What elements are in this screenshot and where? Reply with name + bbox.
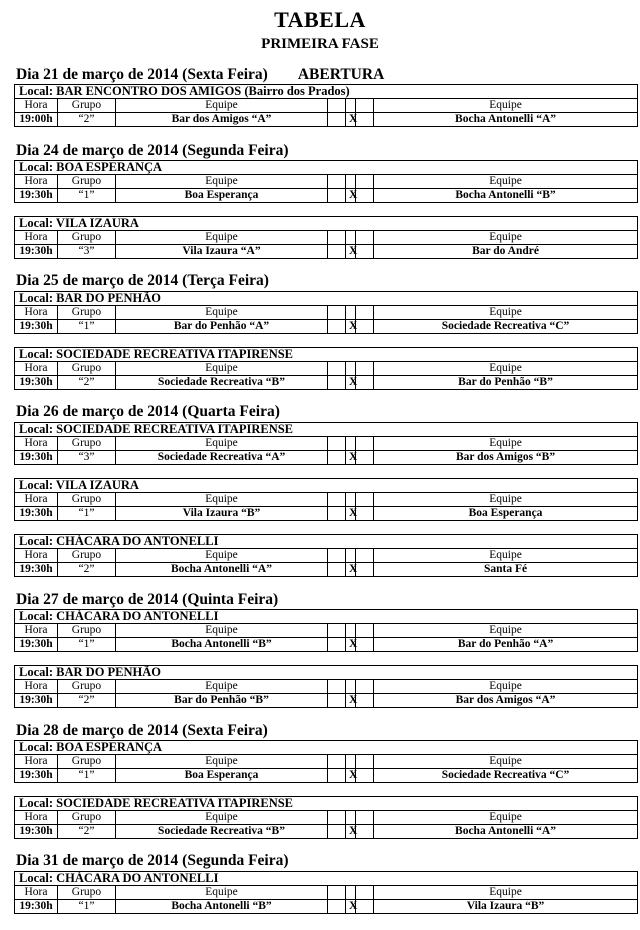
header-spacer xyxy=(346,886,356,900)
header-hora: Hora xyxy=(15,811,58,825)
header-spacer xyxy=(328,549,346,563)
day-date: Dia 24 de março de 2014 (Segunda Feira) xyxy=(16,142,289,159)
match-location: Local: BOA ESPERANÇA xyxy=(15,741,638,755)
match-grupo: “2” xyxy=(58,113,116,127)
header-spacer xyxy=(328,493,346,507)
header-spacer xyxy=(356,680,374,694)
header-spacer xyxy=(346,549,356,563)
match-location: Local: BAR DO PENHÃO xyxy=(15,666,638,680)
header-spacer xyxy=(346,624,356,638)
versus-mark: X xyxy=(346,563,356,577)
header-spacer xyxy=(328,680,346,694)
versus-mark: X xyxy=(346,825,356,839)
score-cell xyxy=(356,825,374,839)
match-team-home: Sociedade Recreativa “B” xyxy=(116,825,328,839)
match-grupo: “3” xyxy=(58,245,116,259)
header-equipe-home: Equipe xyxy=(116,549,328,563)
versus-mark: X xyxy=(346,507,356,521)
match-hora: 19:00h xyxy=(15,113,58,127)
header-spacer xyxy=(346,175,356,189)
match-table xyxy=(14,609,638,652)
match-hora: 19:30h xyxy=(15,376,58,390)
score-cell xyxy=(356,638,374,652)
score-cell xyxy=(356,451,374,465)
match-team-away: Bar dos Amigos “A” xyxy=(374,694,638,708)
match-location: Local: VILA IZAURA xyxy=(15,217,638,231)
match-location: Local: VILA IZAURA xyxy=(15,479,638,493)
match-team-home: Bocha Antonelli “A” xyxy=(116,563,328,577)
header-spacer xyxy=(356,549,374,563)
day-heading xyxy=(16,722,268,740)
match-table xyxy=(14,534,638,577)
header-equipe-away: Equipe xyxy=(374,680,638,694)
match-team-away: Vila Izaura “B” xyxy=(374,900,638,914)
match-location: Local: SOCIEDADE RECREATIVA ITAPIRENSE xyxy=(15,423,638,437)
header-spacer xyxy=(356,99,374,113)
versus-mark: X xyxy=(346,638,356,652)
score-cell xyxy=(328,507,346,521)
header-hora: Hora xyxy=(15,99,58,113)
header-equipe-home: Equipe xyxy=(116,437,328,451)
header-equipe-home: Equipe xyxy=(116,231,328,245)
header-hora: Hora xyxy=(15,493,58,507)
match-location: Local: CHÁCARA DO ANTONELLI xyxy=(15,610,638,624)
score-cell xyxy=(328,769,346,783)
versus-mark: X xyxy=(346,189,356,203)
score-cell xyxy=(328,638,346,652)
score-cell xyxy=(356,769,374,783)
header-spacer xyxy=(328,624,346,638)
match-grupo: “1” xyxy=(58,189,116,203)
day-date: Dia 28 de março de 2014 (Sexta Feira) xyxy=(16,722,268,739)
day-date: Dia 27 de março de 2014 (Quinta Feira) xyxy=(16,591,279,608)
match-team-home: Bocha Antonelli “B” xyxy=(116,900,328,914)
header-hora: Hora xyxy=(15,624,58,638)
header-equipe-away: Equipe xyxy=(374,886,638,900)
header-spacer xyxy=(356,886,374,900)
match-team-home: Sociedade Recreativa “B” xyxy=(116,376,328,390)
match-location: Local: SOCIEDADE RECREATIVA ITAPIRENSE xyxy=(15,348,638,362)
header-equipe-home: Equipe xyxy=(116,886,328,900)
header-equipe-away: Equipe xyxy=(374,362,638,376)
match-team-away: Bocha Antonelli “A” xyxy=(374,113,638,127)
header-hora: Hora xyxy=(15,231,58,245)
header-grupo: Grupo xyxy=(58,680,116,694)
score-cell xyxy=(328,376,346,390)
header-grupo: Grupo xyxy=(58,306,116,320)
match-table xyxy=(14,160,638,203)
match-team-home: Bocha Antonelli “B” xyxy=(116,638,328,652)
score-cell xyxy=(328,189,346,203)
match-team-home: Boa Esperança xyxy=(116,769,328,783)
day-date: Dia 31 de março de 2014 (Segunda Feira) xyxy=(16,852,289,869)
header-hora: Hora xyxy=(15,680,58,694)
header-equipe-home: Equipe xyxy=(116,306,328,320)
score-cell xyxy=(328,563,346,577)
score-cell xyxy=(356,900,374,914)
header-grupo: Grupo xyxy=(58,886,116,900)
header-grupo: Grupo xyxy=(58,549,116,563)
day-date: Dia 25 de março de 2014 (Terça Feira) xyxy=(16,272,269,289)
header-spacer xyxy=(346,493,356,507)
header-grupo: Grupo xyxy=(58,493,116,507)
header-equipe-home: Equipe xyxy=(116,99,328,113)
day-date: Dia 21 de março de 2014 (Sexta Feira) xyxy=(16,66,268,83)
header-spacer xyxy=(356,231,374,245)
header-equipe-home: Equipe xyxy=(116,493,328,507)
versus-mark: X xyxy=(346,113,356,127)
header-equipe-away: Equipe xyxy=(374,755,638,769)
match-grupo: “1” xyxy=(58,900,116,914)
match-hora: 19:30h xyxy=(15,507,58,521)
header-spacer xyxy=(328,362,346,376)
header-grupo: Grupo xyxy=(58,624,116,638)
header-equipe-away: Equipe xyxy=(374,811,638,825)
header-equipe-away: Equipe xyxy=(374,549,638,563)
score-cell xyxy=(328,245,346,259)
versus-mark: X xyxy=(346,769,356,783)
header-grupo: Grupo xyxy=(58,755,116,769)
match-grupo: “1” xyxy=(58,638,116,652)
header-spacer xyxy=(356,306,374,320)
match-location: Local: SOCIEDADE RECREATIVA ITAPIRENSE xyxy=(15,797,638,811)
day-heading xyxy=(16,852,289,870)
match-hora: 19:30h xyxy=(15,825,58,839)
header-hora: Hora xyxy=(15,755,58,769)
header-equipe-home: Equipe xyxy=(116,624,328,638)
match-team-home: Bar dos Amigos “A” xyxy=(116,113,328,127)
versus-mark: X xyxy=(346,245,356,259)
score-cell xyxy=(356,320,374,334)
score-cell xyxy=(356,245,374,259)
score-cell xyxy=(328,825,346,839)
header-equipe-away: Equipe xyxy=(374,175,638,189)
header-equipe-away: Equipe xyxy=(374,437,638,451)
day-heading xyxy=(16,142,289,160)
header-spacer xyxy=(328,755,346,769)
match-hora: 19:30h xyxy=(15,694,58,708)
match-location: Local: BAR DO PENHÃO xyxy=(15,292,638,306)
match-grupo: “3” xyxy=(58,451,116,465)
match-team-home: Vila Izaura “A” xyxy=(116,245,328,259)
versus-mark: X xyxy=(346,694,356,708)
header-hora: Hora xyxy=(15,306,58,320)
header-grupo: Grupo xyxy=(58,231,116,245)
score-cell xyxy=(356,376,374,390)
header-equipe-away: Equipe xyxy=(374,306,638,320)
match-grupo: “2” xyxy=(58,376,116,390)
match-hora: 19:30h xyxy=(15,245,58,259)
match-table xyxy=(14,478,638,521)
versus-mark: X xyxy=(346,451,356,465)
header-grupo: Grupo xyxy=(58,437,116,451)
header-spacer xyxy=(346,231,356,245)
header-grupo: Grupo xyxy=(58,811,116,825)
versus-mark: X xyxy=(346,320,356,334)
match-team-home: Vila Izaura “B” xyxy=(116,507,328,521)
header-spacer xyxy=(328,99,346,113)
match-team-away: Bar do Penhão “A” xyxy=(374,638,638,652)
match-team-away: Bocha Antonelli “B” xyxy=(374,189,638,203)
header-spacer xyxy=(328,886,346,900)
header-spacer xyxy=(328,231,346,245)
day-heading xyxy=(16,272,269,290)
match-table xyxy=(14,871,638,914)
match-hora: 19:30h xyxy=(15,769,58,783)
header-equipe-home: Equipe xyxy=(116,755,328,769)
match-team-away: Sociedade Recreativa “C” xyxy=(374,769,638,783)
match-hora: 19:30h xyxy=(15,451,58,465)
header-equipe-home: Equipe xyxy=(116,175,328,189)
match-team-away: Santa Fé xyxy=(374,563,638,577)
score-cell xyxy=(328,320,346,334)
match-team-away: Bocha Antonelli “A” xyxy=(374,825,638,839)
header-hora: Hora xyxy=(15,175,58,189)
header-hora: Hora xyxy=(15,886,58,900)
header-equipe-away: Equipe xyxy=(374,231,638,245)
match-hora: 19:30h xyxy=(15,189,58,203)
header-spacer xyxy=(328,175,346,189)
match-team-home: Sociedade Recreativa “A” xyxy=(116,451,328,465)
header-equipe-home: Equipe xyxy=(116,680,328,694)
versus-mark: X xyxy=(346,376,356,390)
match-table xyxy=(14,216,638,259)
header-equipe-home: Equipe xyxy=(116,811,328,825)
header-equipe-away: Equipe xyxy=(374,493,638,507)
match-table xyxy=(14,796,638,839)
match-grupo: “1” xyxy=(58,507,116,521)
versus-mark: X xyxy=(346,900,356,914)
day-note: ABERTURA xyxy=(297,66,385,83)
header-spacer xyxy=(356,624,374,638)
header-spacer xyxy=(346,811,356,825)
score-cell xyxy=(356,189,374,203)
match-hora: 19:30h xyxy=(15,638,58,652)
header-hora: Hora xyxy=(15,362,58,376)
match-team-home: Boa Esperança xyxy=(116,189,328,203)
match-hora: 19:30h xyxy=(15,900,58,914)
header-spacer xyxy=(356,493,374,507)
header-hora: Hora xyxy=(15,549,58,563)
match-table xyxy=(14,291,638,334)
match-grupo: “2” xyxy=(58,694,116,708)
match-table xyxy=(14,665,638,708)
header-spacer xyxy=(346,362,356,376)
header-spacer xyxy=(346,680,356,694)
header-equipe-away: Equipe xyxy=(374,624,638,638)
page-title: TABELA xyxy=(274,7,366,32)
match-table xyxy=(14,84,638,127)
header-grupo: Grupo xyxy=(58,362,116,376)
match-location: Local: CHÁCARA DO ANTONELLI xyxy=(15,872,638,886)
header-equipe-away: Equipe xyxy=(374,99,638,113)
header-hora: Hora xyxy=(15,437,58,451)
header-spacer xyxy=(328,306,346,320)
match-team-away: Bar do André xyxy=(374,245,638,259)
match-team-away: Boa Esperança xyxy=(374,507,638,521)
header-spacer xyxy=(356,755,374,769)
match-team-away: Bar do Penhão “B” xyxy=(374,376,638,390)
score-cell xyxy=(356,507,374,521)
score-cell xyxy=(328,451,346,465)
header-grupo: Grupo xyxy=(58,99,116,113)
header-spacer xyxy=(346,99,356,113)
day-heading xyxy=(16,591,278,609)
match-hora: 19:30h xyxy=(15,563,58,577)
day-date: Dia 26 de março de 2014 (Quarta Feira) xyxy=(16,403,280,420)
header-spacer xyxy=(346,755,356,769)
day-heading xyxy=(16,66,384,84)
match-location: Local: BAR ENCONTRO DOS AMIGOS (Bairro dos Prados) xyxy=(15,85,638,99)
score-cell xyxy=(356,113,374,127)
header-equipe-home: Equipe xyxy=(116,362,328,376)
header-spacer xyxy=(346,437,356,451)
match-hora: 19:30h xyxy=(15,320,58,334)
header-spacer xyxy=(328,811,346,825)
match-team-away: Sociedade Recreativa “C” xyxy=(374,320,638,334)
header-spacer xyxy=(346,306,356,320)
match-table xyxy=(14,422,638,465)
page-subtitle: PRIMEIRA FASE xyxy=(261,36,379,52)
header-spacer xyxy=(356,437,374,451)
day-heading xyxy=(16,403,280,421)
match-location: Local: BOA ESPERANÇA xyxy=(15,161,638,175)
match-grupo: “2” xyxy=(58,563,116,577)
match-grupo: “2” xyxy=(58,825,116,839)
score-cell xyxy=(356,694,374,708)
header-spacer xyxy=(356,175,374,189)
match-location: Local: CHÁCARA DO ANTONELLI xyxy=(15,535,638,549)
header-grupo: Grupo xyxy=(58,175,116,189)
match-table xyxy=(14,740,638,783)
score-cell xyxy=(328,113,346,127)
match-team-home: Bar do Penhão “A” xyxy=(116,320,328,334)
score-cell xyxy=(356,563,374,577)
match-grupo: “1” xyxy=(58,769,116,783)
score-cell xyxy=(328,900,346,914)
header-spacer xyxy=(328,437,346,451)
header-spacer xyxy=(356,362,374,376)
score-cell xyxy=(328,694,346,708)
match-grupo: “1” xyxy=(58,320,116,334)
header-spacer xyxy=(356,811,374,825)
match-team-home: Bar do Penhão “B” xyxy=(116,694,328,708)
match-table xyxy=(14,347,638,390)
match-team-away: Bar dos Amigos “B” xyxy=(374,451,638,465)
